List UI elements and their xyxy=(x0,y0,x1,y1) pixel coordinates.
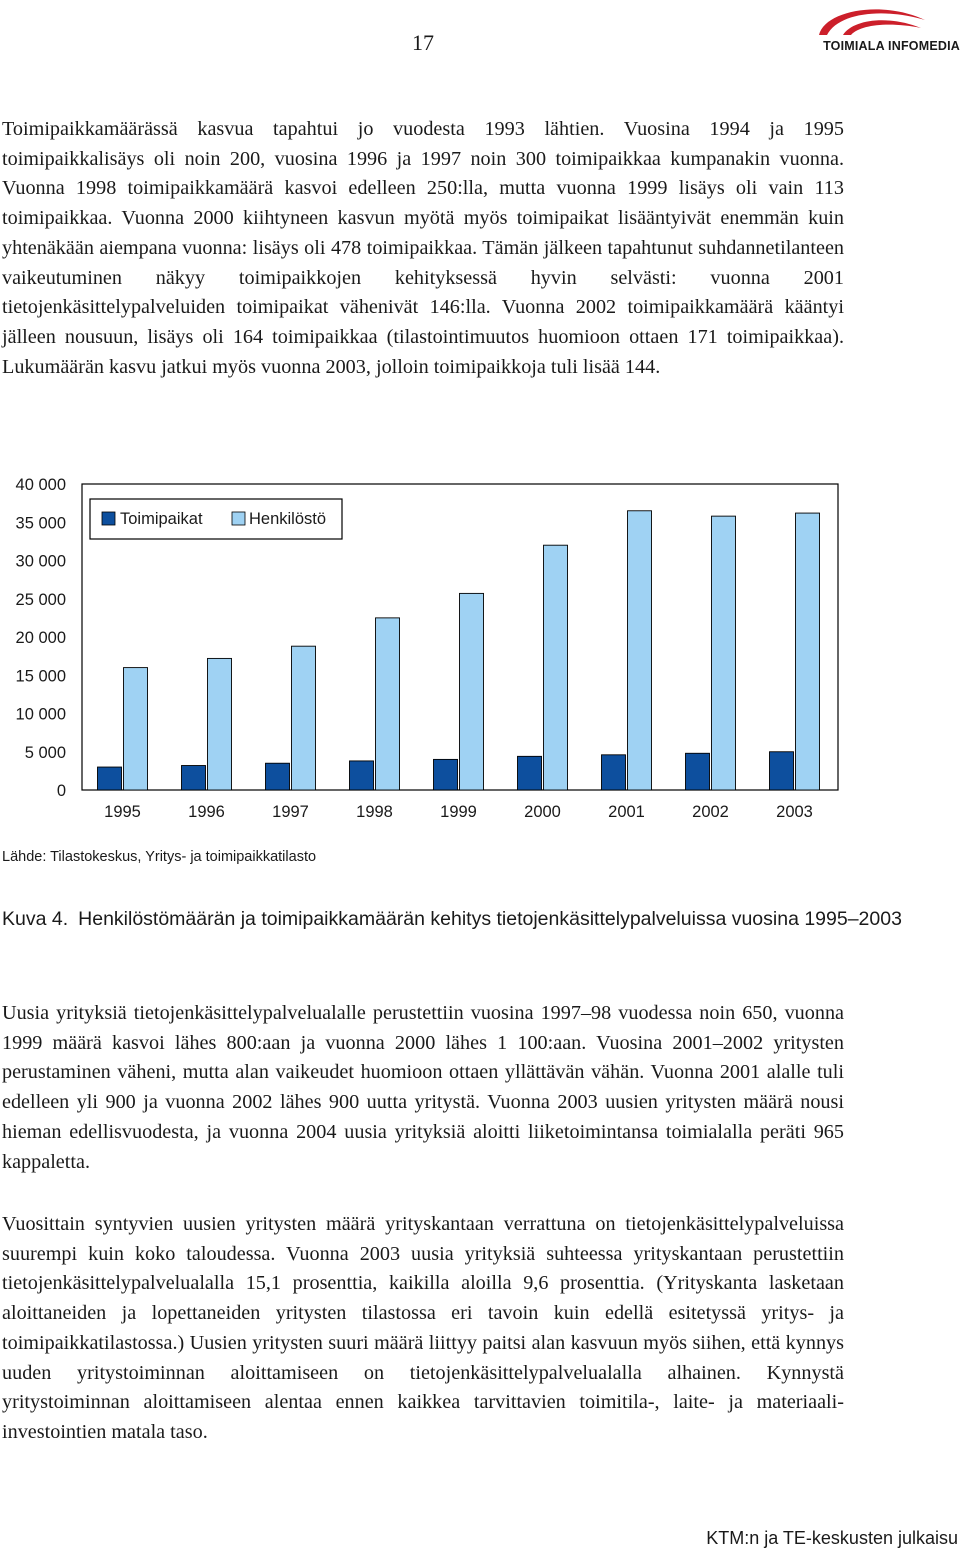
bar-henkilosto xyxy=(544,545,568,790)
bar-henkilosto xyxy=(712,516,736,790)
bar-toimipaikat xyxy=(182,766,206,790)
bar-toimipaikat xyxy=(350,761,374,790)
bar-henkilosto xyxy=(208,658,232,790)
x-tick-label: 2003 xyxy=(776,803,813,821)
y-axis-ticks xyxy=(16,476,66,800)
x-tick-label: 1998 xyxy=(356,803,393,821)
y-tick-label: 25 000 xyxy=(15,590,66,609)
y-tick-label: 35 000 xyxy=(15,514,66,533)
legend xyxy=(90,499,342,539)
toimiala-infomedia-logo xyxy=(785,2,960,58)
bar-toimipaikat xyxy=(686,753,710,790)
x-tick-label: 1996 xyxy=(188,803,225,821)
bar-toimipaikat xyxy=(518,756,542,790)
caption-label: Kuva 4. xyxy=(2,908,69,930)
bar-toimipaikat xyxy=(434,759,458,790)
legend-label-henkilosto: Henkilöstö xyxy=(249,510,327,528)
bar-henkilosto xyxy=(376,618,400,790)
bar-toimipaikat xyxy=(602,755,626,790)
x-tick-label: 1995 xyxy=(104,803,141,821)
legend-label-toimipaikat: Toimipaikat xyxy=(120,510,203,528)
x-axis-ticks xyxy=(104,803,813,821)
y-tick-label: 40 000 xyxy=(15,476,66,494)
caption-text: Henkilöstömäärän ja toimipaikkamäärän kehitys tietojenkäsittelypalveluissa vuosina 1995–2003 xyxy=(78,908,902,930)
logo-swoosh-icon xyxy=(813,2,931,38)
figure-source: Lähde: Tilastokeskus, Yritys- ja toimipaikkatilasto xyxy=(2,849,317,865)
y-tick-label: 0 xyxy=(56,782,66,800)
bars xyxy=(98,511,820,790)
paragraph-yrityskanta: Vuosittain syntyvien uusien yritysten määrä yrityskantaan verrattuna on tietojenkäsittelypalveluissa suurempi kuin koko taloudessa. Vuonna 2003 uusia yrityksiä suhteessa yrityskantaan perustettiin tietojenkäsittelypalvelualalla 15,1 prosenttia, kaikilla aloilla 9,6 prosenttia. (Yrityskanta lasketaan aloittaneiden ja lopettaneiden yritysten tilastossa eri tavoin kuin edellä esitetyssä yritys- ja toimipaikkatilastossa.) Uusien yritysten suuri määrä liittyy paitsi alan kasvuun myös siihen, että kynnys uuden yritystoiminnan aloittamiseen on tietojenkäsittelypalvelualalla alhainen. Kynnystä yritystoiminnan aloittamiseen alentaa ennen kaikkea tarvittavien toimitila-, laite- ja materiaali-investointien matala taso. xyxy=(2,1213,844,1443)
logo-text: TOIMIALA INFOMEDIA xyxy=(823,39,960,53)
chart xyxy=(0,470,850,830)
bar-toimipaikat xyxy=(770,752,794,790)
y-tick-label: 20 000 xyxy=(15,629,66,647)
figure-caption xyxy=(2,906,902,933)
x-tick-label: 2001 xyxy=(608,803,645,821)
bar-henkilosto xyxy=(460,593,484,790)
x-tick-label: 2002 xyxy=(692,803,729,821)
legend-swatch-toimipaikat xyxy=(102,512,115,525)
bar-toimipaikat xyxy=(266,763,290,790)
y-tick-label: 5 000 xyxy=(24,743,66,762)
bar-henkilosto xyxy=(124,668,148,790)
bar-henkilosto xyxy=(628,511,652,790)
y-tick-label: 15 000 xyxy=(15,667,66,686)
x-tick-label: 2000 xyxy=(524,803,561,821)
paragraph-toimipaikat: Toimipaikkamäärässä kasvua tapahtui jo vuodesta 1993 lähtien. Vuosina 1994 ja 1995 toimipaikkalisäys oli noin 200, vuosina 1996 ja 1997 noin 300 toimipaikkaa kumpanakin vuonna. Vuonna 1998 toimipaikkamäärä kasvoi edelleen 250:lla, mutta vuonna 1999 lisäys oli vain 113 toimipaikkaa. Vuonna 2000 kiihtyneen kasvun myötä myös toimipaikat lisääntyivät enemmän kuin yhtenäkään aiempana vuonna: lisäys oli 478 toimipaikkaa. Tämän jälkeen tapahtunut suhdannetilanteen vaikeutuminen näkyy toimipaikkojen kehityksessä hyvin selvästi: vuonna 2001 tietojenkäsittelypalveluiden toimipaikat vähenivät 146:lla. Vuonna 2002 toimipaikkamäärä kääntyi jälleen nousuun, lisäys oli 164 toimipaikkaa (tilastointimuutos huomioon ottaen 171 toimipaikkaa). Lukumäärän kasvu jatkui myös vuonna 2003, jolloin toimipaikkoja tuli lisää 144. xyxy=(2,118,844,378)
legend-swatch-henkilosto xyxy=(232,512,245,525)
x-tick-label: 1997 xyxy=(272,803,309,821)
bar-henkilosto xyxy=(796,513,820,790)
bar-chart xyxy=(0,470,850,830)
y-tick-label: 10 000 xyxy=(15,705,66,724)
footer-publisher: KTM:n ja TE-keskusten julkaisu xyxy=(706,1528,958,1548)
bar-toimipaikat xyxy=(98,767,122,790)
x-tick-label: 1999 xyxy=(440,803,477,821)
y-tick-label: 30 000 xyxy=(15,552,66,571)
page-number: 17 xyxy=(412,30,434,55)
paragraph-uudet-yritykset: Uusia yrityksiä tietojenkäsittelypalvelualalle perustettiin vuosina 1997–98 vuodessa noin 650, vuonna 1999 määrä kasvoi lähes 800:aan ja vuonna 2000 lähes 1 100:aan. Vuosina 2001–2002 yritysten perustaminen väheni, mutta alan vaikeudet huomioon ottaen yllättävän vähän. Vuonna 2001 alalle tuli edelleen yli 900 ja vuonna 2002 lähes 900 uutta yritystä. Vuonna 2003 uusien yritysten määrä nousi hieman edellisvuodesta, ja vuonna 2004 uusia yrityksiä aloitti liiketoimintansa toimialalla peräti 965 kappaletta. xyxy=(2,1002,844,1173)
bar-henkilosto xyxy=(292,646,316,790)
